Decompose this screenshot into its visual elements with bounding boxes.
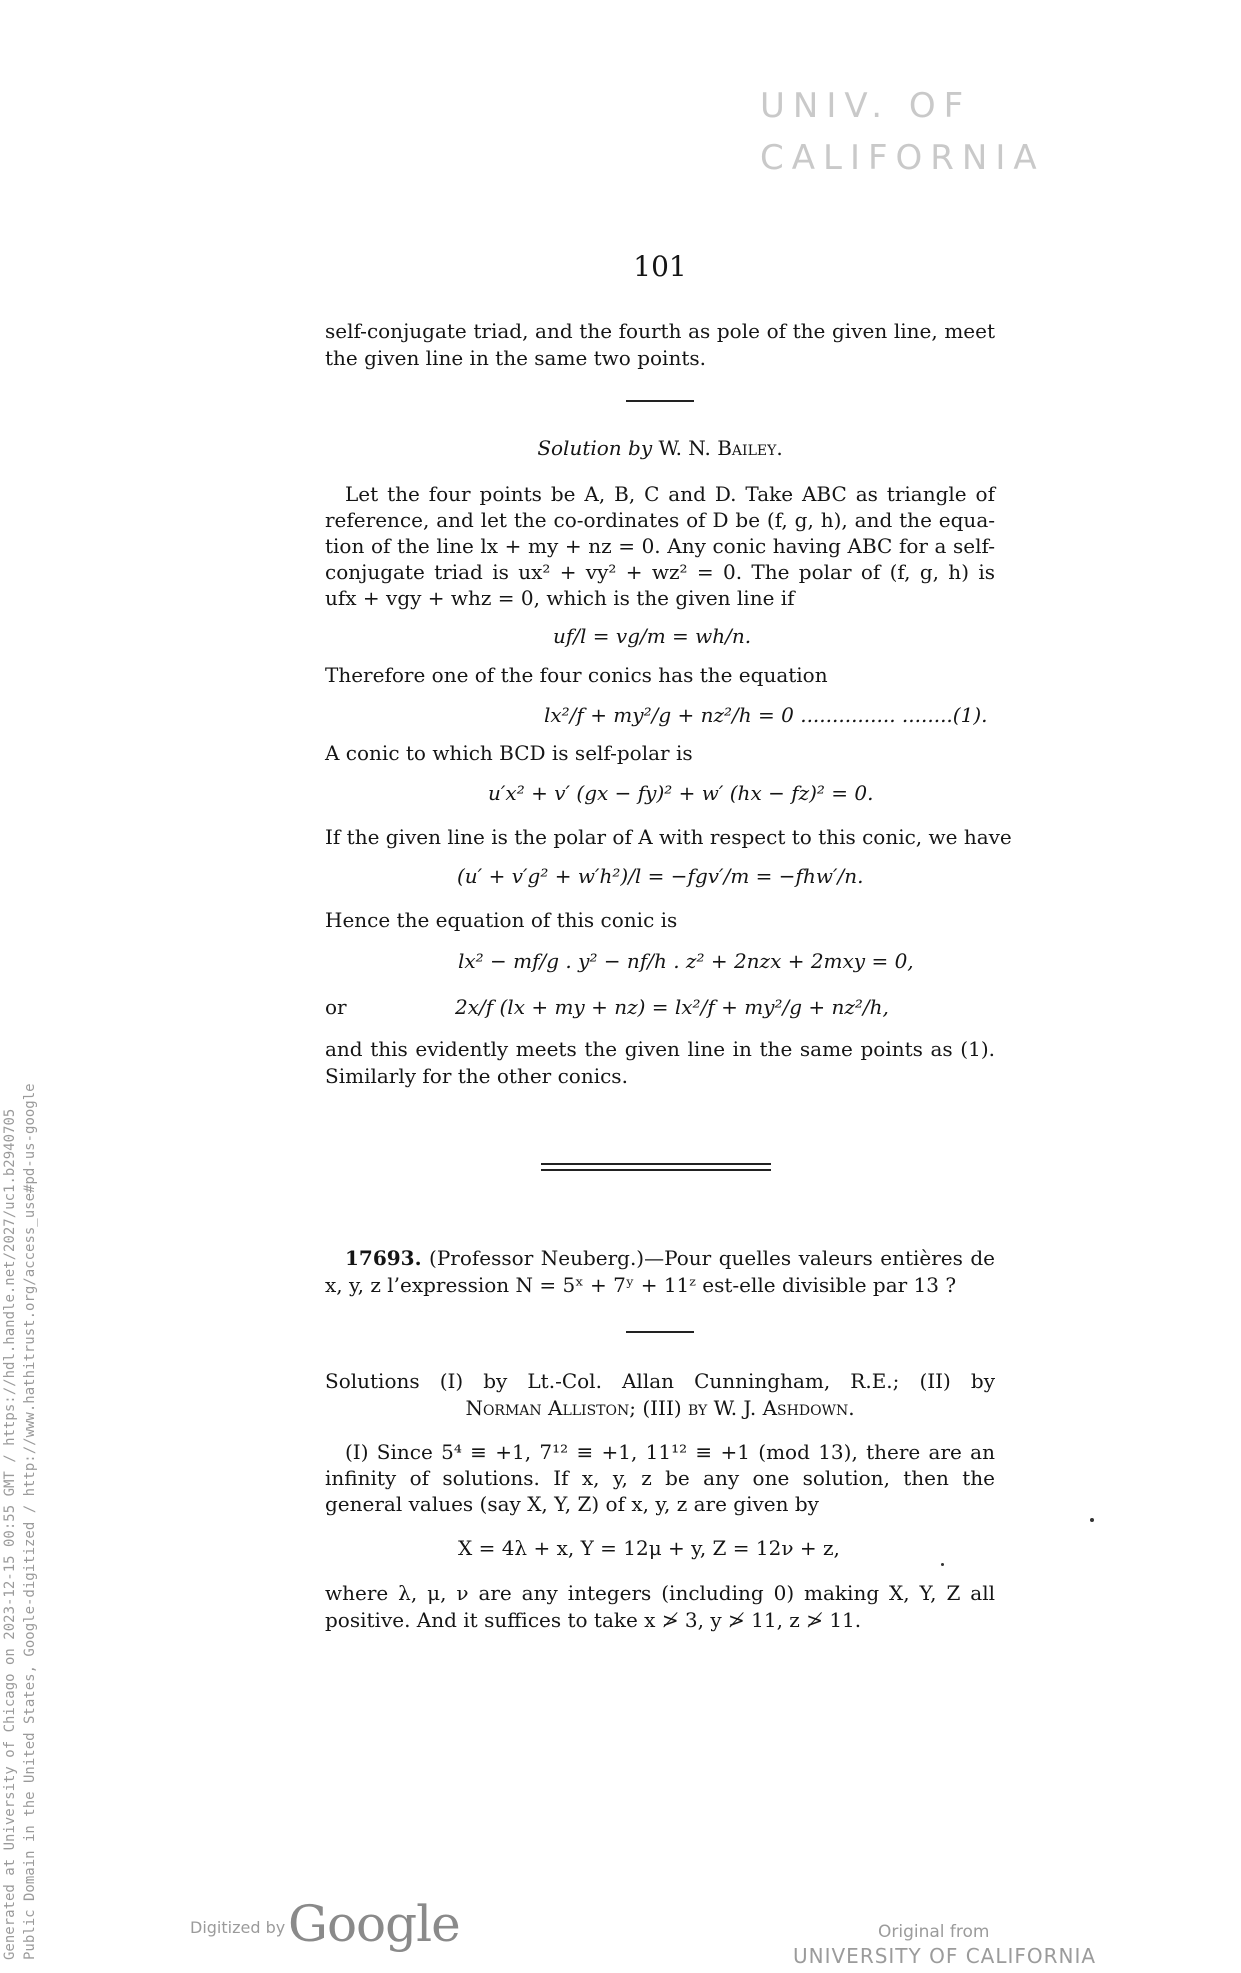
google-logo: Google <box>288 1895 460 1953</box>
equation-6: 2x/f (lx + my + nz) = lx²/f + my²/g + nz²/h, <box>455 995 889 1019</box>
solutions-line-1: (I) Since 5⁴ ≡ +1, 7¹² ≡ +1, 11¹² ≡ +1 (mod 13), there are an <box>345 1440 995 1464</box>
problem-line-1-text: (Professor Neuberg.)—Pour quelles valeurs entières de <box>429 1246 995 1270</box>
solutions-line-5: positive. And it suffices to take x ≯ 3, y ≯ 11, z ≯ 11. <box>325 1608 862 1632</box>
solutions-heading-line-1: Solutions (I) by Lt.-Col. Allan Cunningham, R.E.; (II) by <box>325 1369 995 1393</box>
problem-line-2: x, y, z l’expression N = 5ˣ + 7ʸ + 11ᶻ est-elle divisible par 13 ? <box>325 1273 957 1297</box>
page-number: 101 <box>633 250 687 283</box>
provenance-line-1: Generated at University of Chicago on 2023-12-15 00:55 GMT / https://hdl.handle.net/2027/uc1.b2940705 <box>2 1108 18 1960</box>
equation-3: u′x² + v′ (gx − fy)² + w′ (hx − fz)² = 0. <box>488 781 874 805</box>
or-label: or <box>325 995 347 1019</box>
solution-line-3: tion of the line lx + my + nz = 0. Any conic having ABC for a self- <box>325 534 995 558</box>
solution-line-2: reference, and let the co-ordinates of D be (f, g, h), and the equa- <box>325 508 995 532</box>
solution-heading-author: W. N. Bailey. <box>658 436 783 460</box>
problem-number: 17693. <box>345 1246 422 1270</box>
double-rule-top <box>541 1163 771 1165</box>
double-rule-bottom <box>541 1169 771 1171</box>
text-line-conic-bcd: A conic to which BCD is self-polar is <box>325 741 693 765</box>
solution-line-1: Let the four points be A, B, C and D. Take ABC as triangle of <box>345 482 995 506</box>
equation-2: lx²/f + my²/g + nz²/h = 0 ............... ........(1). <box>544 703 988 727</box>
solutions-line-3: general values (say X, Y, Z) of x, y, z are given by <box>325 1492 819 1516</box>
short-rule-2 <box>626 1331 694 1333</box>
equation-4: (u′ + v′g² + w′h²)/l = −fgv′/m = −fhw′/n. <box>457 864 864 888</box>
problem-line-1 <box>345 1245 995 1271</box>
text-line-evidently: and this evidently meets the given line in the same points as (1). <box>325 1037 995 1061</box>
stamp-line-2: CALIFORNIA <box>760 138 1045 178</box>
text-line-hence: Hence the equation of this conic is <box>325 908 678 932</box>
short-rule <box>626 400 694 402</box>
text-line-therefore: Therefore one of the four conics has the equation <box>325 663 828 687</box>
scan-speck <box>1090 1518 1094 1522</box>
scan-speck <box>941 1563 944 1566</box>
general-values-equation: X = 4λ + x, Y = 12μ + y, Z = 12ν + z, <box>458 1536 840 1560</box>
equation-1: uf/l = vg/m = wh/n. <box>553 624 752 648</box>
text-line-similarly: Similarly for the other conics. <box>325 1064 628 1088</box>
solution-heading <box>325 435 995 461</box>
intro-line-2: the given line in the same two points. <box>325 346 706 370</box>
library-stamp <box>760 80 1080 184</box>
stamp-line-1: UNIV. OF <box>760 86 972 126</box>
text-line-polar: If the given line is the polar of A with respect to this conic, we have <box>325 825 1012 849</box>
equation-5: lx² − mf/g . y² − nf/h . z² + 2nzx + 2mxy = 0, <box>458 949 914 973</box>
digitized-by-label: Digitized by <box>190 1918 286 1937</box>
university-label: UNIVERSITY OF CALIFORNIA <box>793 1944 1097 1968</box>
original-from-label: Original from <box>878 1922 990 1942</box>
provenance-sidebar <box>0 1083 40 1960</box>
solution-line-4: conjugate triad is ux² + vy² + wz² = 0. The polar of (f, g, h) is <box>325 560 995 584</box>
solution-heading-prefix: Solution by <box>537 436 653 460</box>
intro-line-1: self-conjugate triad, and the fourth as pole of the given line, meet <box>325 319 995 343</box>
provenance-line-2: Public Domain in the United States, Google-digitized / http://www.hathitrust.org/access_use#pd-us-google <box>22 1083 38 1960</box>
solutions-line-4: where λ, μ, ν are any integers (including 0) making X, Y, Z all <box>325 1581 995 1605</box>
solutions-heading-line-2: Norman Alliston; (III) by W. J. Ashdown. <box>465 1396 855 1420</box>
solution-line-5: ufx + vgy + whz = 0, which is the given line if <box>325 586 795 610</box>
solutions-line-2: infinity of solutions. If x, y, z be any one solution, then the <box>325 1466 995 1490</box>
